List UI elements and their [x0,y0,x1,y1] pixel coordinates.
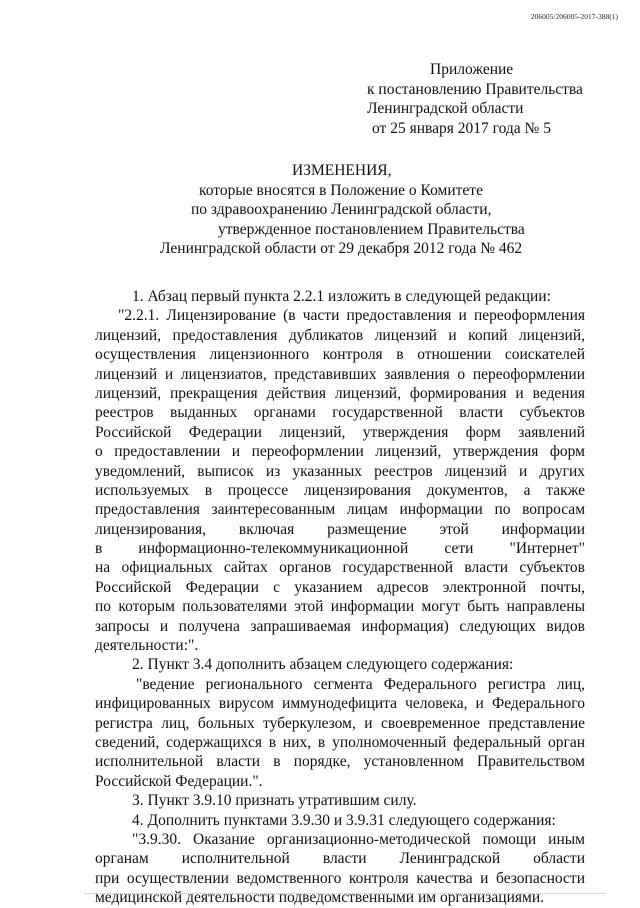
body-line: по которым пользователями этой информации могут быть направлены [95,598,585,616]
body-line: инфицированных вирусом иммунодефицита человека, и Федерального [95,695,585,713]
title-line: которые вносятся в Положение о Комитете [199,181,483,199]
body-line: регистра лиц, больных туберкулезом, и своевременное представление [95,714,585,732]
paragraph-4-heading: 4. Дополнить пунктами 3.9.30 и 3.9.31 следующего содержания: [132,811,556,829]
body-line: реестров выданных органами государственной власти субъектов [95,404,585,422]
title-line: по здравоохранению Ленинградской области, [191,201,492,218]
body-line: Российской Федерации.". [95,772,263,790]
body-line: лицензий, предоставления дубликатов лицензий и копий лицензий, [95,326,585,344]
body-line: на официальных сайтах органов государственной власти субъектов [95,559,585,577]
body-line: органам исполнительной власти Ленинградской области [95,850,585,868]
body-line: осуществления лицензионного контроля в отношении соискателей [95,346,585,364]
title-heading: ИЗМЕНЕНИЯ, [292,162,392,179]
body-line: лицензий, прекращения действия лицензий, формирования и ведения [95,384,585,402]
body-line: используемых в процессе лицензирования документов, а также [95,481,585,499]
document-id: 206005/206005-2017-388(1) [530,12,618,21]
body-line: исполнительной власти в порядке, установленном Правительством [95,753,585,771]
document-title [0,161,640,259]
body-line: "2.2.1. Лицензирование (в части предоставления и переоформления [118,307,585,325]
scan-artifact-line [85,893,605,895]
body-line: "ведение регионального сегмента Федерального регистра лиц, [136,675,585,693]
appendix-line: от 25 января 2017 года № 5 [372,119,551,137]
paragraph-2-heading: 2. Пункт 3.4 дополнить абзацем следующего содержания: [132,656,514,674]
body-line: запросы и получена запрашиваемая информация) следующих видов [95,617,585,635]
body-line: уведомлений, выписок из указанных реестров лицензий и других [95,462,585,480]
title-line: Ленинградской области от 29 декабря 2012 года № 462 [160,240,523,257]
document-body [95,287,585,908]
body-line: "3.9.30. Оказание организационно-методической помощи иным [132,830,585,848]
body-line: лицензий и лицензиатов, представивших заявления о переоформлении [95,365,585,383]
body-line: Российской Федерации с указанием адресов электронной почты, [95,578,585,596]
body-line: предоставления заинтересованным лицам информации по вопросам [95,501,585,519]
appendix-header [367,60,583,138]
title-line: утвержденное постановлением Правительства [218,220,525,238]
appendix-line: к постановлению Правительства [367,80,583,98]
body-line: о предоставлении и переоформлении лицензий, утверждения форм [95,443,585,461]
body-line: деятельности:". [95,637,199,655]
appendix-line: Ленинградской области [367,100,524,117]
body-line: медицинской деятельности подведомственными им организациями. [95,889,544,907]
body-line: при осуществлении ведомственного контроля качества и безопасности [95,869,585,887]
body-line: сведений, содержащихся в них, в уполномоченный федеральный орган [95,733,585,751]
body-line: лицензирования, включая размещение этой информации [95,520,585,538]
body-line: Российской Федерации лицензий, утверждения форм заявлений [95,423,585,441]
paragraph-3-heading: 3. Пункт 3.9.10 признать утратившим силу. [132,792,417,810]
body-line: в информационно-телекоммуникационной сети "Интернет" [95,540,585,558]
paragraph-1-heading: 1. Абзац первый пункта 2.2.1 изложить в следующей редакции: [132,288,551,305]
appendix-line: Приложение [430,61,514,78]
